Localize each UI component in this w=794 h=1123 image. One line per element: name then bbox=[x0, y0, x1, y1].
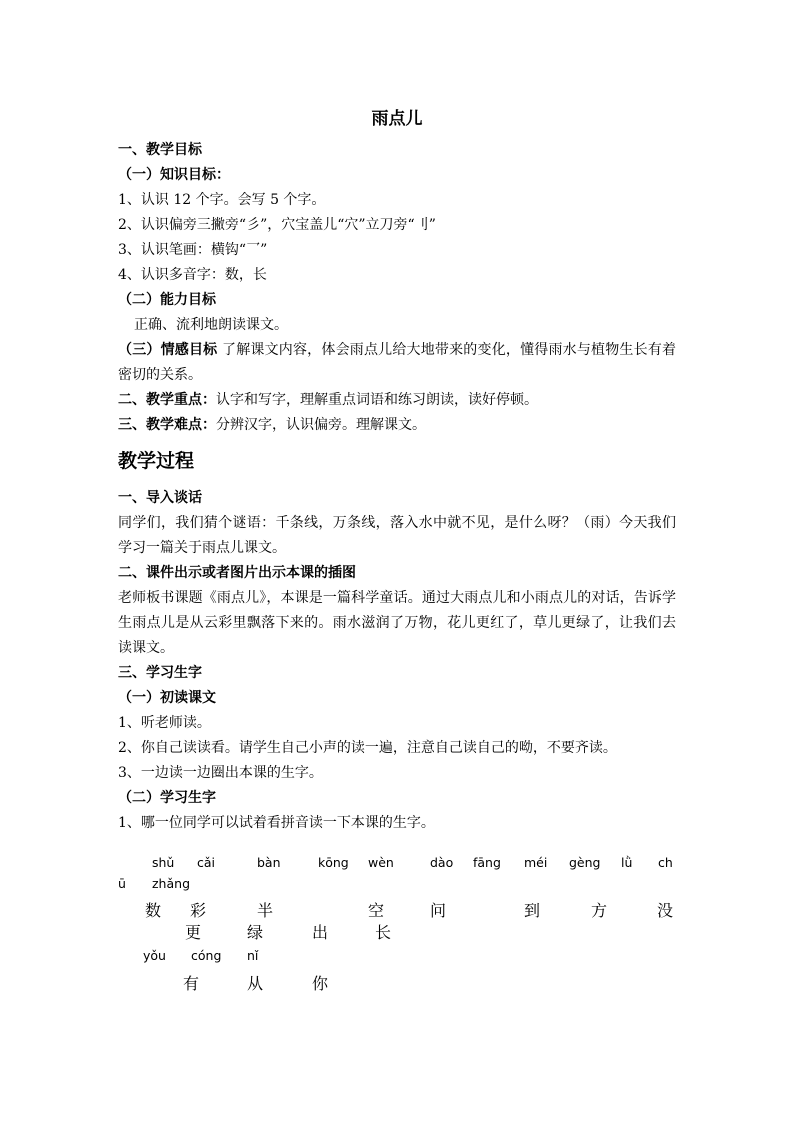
illus-text: 老师板书课题《雨点儿》，本课是一篇科学童话。通过大雨点儿和小雨点儿的对话，告诉学生雨点儿是从云彩里飘落下来的。雨水滋润了万物，花儿更红了，草儿更绿了，让我们去读课文。 bbox=[118, 590, 676, 656]
first-read-item: 2、你自己读读看。请学生自己小声的读一遍，注意自己读自己的呦，不要齐读。 bbox=[118, 740, 617, 756]
knowledge-item: 4、认识多音字：数，长 bbox=[118, 267, 267, 283]
learn-heading: 三、学习生字 bbox=[118, 665, 202, 681]
char-cell: 有 bbox=[183, 974, 200, 993]
goals-heading: 一、教学目标 bbox=[118, 142, 202, 158]
knowledge-item: 1、认识 12 个字。会写 5 个字。 bbox=[118, 192, 326, 208]
key-heading: 二、教学重点： bbox=[118, 392, 216, 408]
emotion-paragraph bbox=[118, 338, 676, 388]
char-cell: 到 bbox=[524, 901, 541, 920]
difficult-points bbox=[118, 413, 676, 438]
pinyin-label: méi bbox=[524, 855, 548, 870]
char-cell: 从 bbox=[247, 974, 264, 993]
pinyin-label: shǔ bbox=[152, 855, 175, 870]
first-read-item: 3、一边读一边圈出本课的生字。 bbox=[118, 765, 323, 781]
pinyin-label: wèn bbox=[368, 855, 394, 870]
pinyin-label: gèng bbox=[569, 855, 601, 870]
pinyin-label: cǎi bbox=[197, 855, 216, 870]
pinyin-label: dào bbox=[430, 855, 454, 870]
difficult-heading: 三、教学难点： bbox=[118, 417, 216, 433]
illus-heading: 二、课件出示或者图片出示本课的插图 bbox=[118, 565, 356, 581]
study-item: 1、哪一位同学可以试着看拼音读一下本课的生字。 bbox=[118, 815, 435, 831]
char-cell: 绿 bbox=[247, 923, 264, 942]
char-cell: 问 bbox=[430, 901, 447, 920]
pinyin-label: cóng bbox=[191, 948, 222, 963]
pinyin-label: yǒu bbox=[143, 948, 166, 963]
char-cell: 数 bbox=[145, 901, 162, 920]
ability-heading: （二）能力目标 bbox=[118, 292, 216, 308]
first-read-heading: （一）初读课文 bbox=[118, 690, 216, 706]
char-cell: 彩 bbox=[190, 901, 207, 920]
char-cell: 更 bbox=[185, 923, 202, 942]
pinyin-label: fāng bbox=[473, 855, 501, 870]
key-points bbox=[118, 388, 676, 413]
emotion-text: 了解课文内容，体会雨点儿给大地带来的变化，懂得雨水与植物生长有着密切的关系。 bbox=[118, 342, 677, 383]
knowledge-item: 2、认识偏旁三撇旁“彡”，穴宝盖儿“穴”立刀旁“刂” bbox=[118, 217, 436, 233]
lesson-plan bbox=[118, 104, 676, 836]
char-cell: 没 bbox=[657, 901, 674, 920]
knowledge-heading: （一）知识目标： bbox=[118, 167, 230, 183]
doc-title: 雨点儿 bbox=[371, 109, 423, 129]
intro-text: 同学们，我们猜个谜语：千条线，万条线，落入水中就不见，是什么呀？（雨）今天我们学习一篇关于雨点儿课文。 bbox=[118, 515, 676, 556]
difficult-text: 分辨汉字，认识偏旁。理解课文。 bbox=[216, 417, 426, 433]
char-cell: 你 bbox=[312, 974, 329, 993]
char-cell: 半 bbox=[257, 901, 274, 920]
pinyin-label: bàn bbox=[257, 855, 281, 870]
knowledge-item: 3、认识笔画：横钩“乛” bbox=[118, 242, 268, 258]
pinyin-label: ch bbox=[658, 855, 673, 870]
process-heading: 教学过程 bbox=[118, 450, 195, 472]
ability-text: 正确、流利地朗读课文。 bbox=[134, 317, 288, 333]
pinyin-label: nǐ bbox=[247, 948, 259, 963]
first-read-item: 1、听老师读。 bbox=[118, 715, 211, 731]
pinyin-label: ū bbox=[118, 876, 126, 891]
intro-heading: 一、导入谈话 bbox=[118, 490, 202, 506]
emotion-heading: （三）情感目标 bbox=[118, 342, 218, 358]
pinyin-label: kōng bbox=[318, 855, 349, 870]
char-cell: 方 bbox=[591, 901, 608, 920]
study-heading: （二）学习生字 bbox=[118, 790, 216, 806]
char-cell: 空 bbox=[368, 901, 385, 920]
char-cell: 出 bbox=[312, 923, 329, 942]
char-cell: 长 bbox=[375, 923, 392, 942]
key-text: 认字和写字，理解重点词语和练习朗读，读好停顿。 bbox=[216, 392, 538, 408]
pinyin-label: lǜ bbox=[621, 855, 633, 870]
pinyin-label: zhǎng bbox=[152, 876, 191, 891]
